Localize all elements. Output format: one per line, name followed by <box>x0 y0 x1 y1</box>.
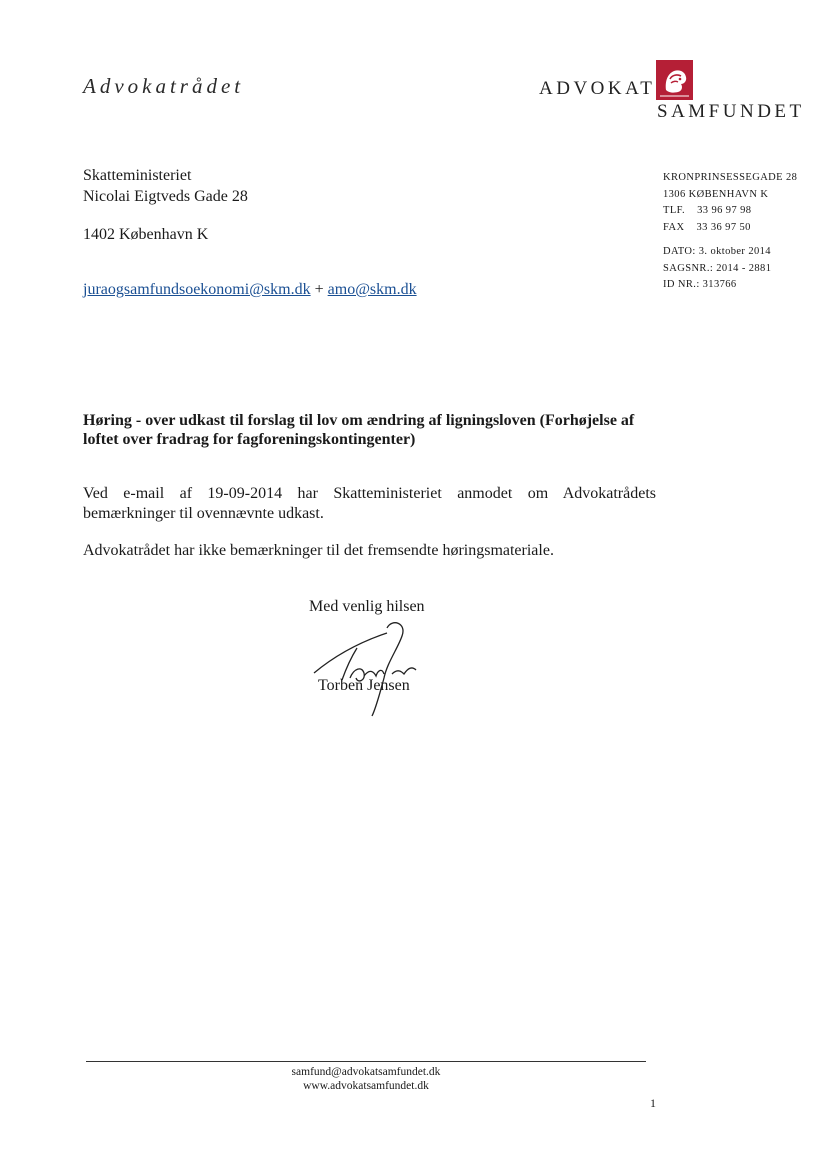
handwritten-signature-icon <box>312 618 432 718</box>
footer <box>86 1065 646 1093</box>
recipient-name: Skatteministeriet <box>83 167 192 184</box>
case-number: SAGSNR.: 2014 - 2881 <box>663 262 772 274</box>
logo-text-bottom: SAMFUNDET <box>657 101 805 122</box>
recipient-emails <box>83 281 417 299</box>
letter-subject: Høring - over udkast til forslag til lov om ændring af ligningsloven (Forhøjelse af loftet over fradrag for fagforeningskontingenter) <box>83 412 635 448</box>
email-link-1[interactable]: juraogsamfundsoekonomi@skm.dk <box>83 281 311 298</box>
body-paragraph-2: Advokatrådet har ikke bemærkninger til det fremsendte høringsmateriale. <box>83 542 554 559</box>
advokatsamfundet-logo-icon <box>656 60 693 100</box>
sender-city: 1306 KØBENHAVN K <box>663 188 769 200</box>
recipient-street: Nicolai Eigtveds Gade 28 <box>83 188 248 205</box>
sender-info <box>663 170 797 294</box>
footer-website[interactable]: www.advokatsamfundet.dk <box>303 1080 429 1092</box>
footer-email[interactable]: samfund@advokatsamfundet.dk <box>291 1066 441 1078</box>
logo-text-top: ADVOKAT <box>539 78 656 99</box>
body-paragraph-1: Ved e-mail af 19-09-2014 har Skatteministeriet anmodet om Advokatrådets bemærkninger til ovennævnte udkast. <box>83 485 656 522</box>
sender-street: KRONPRINSESSEGADE 28 <box>663 172 798 183</box>
signer-name: Torben Jensen <box>318 677 410 694</box>
recipient-address <box>83 165 248 245</box>
footer-divider <box>86 1061 646 1062</box>
page-number: 1 <box>650 1096 656 1110</box>
sender-phone: TLF. 33 96 97 98 <box>663 205 752 216</box>
closing-greeting: Med venlig hilsen <box>309 598 425 615</box>
letter-date: DATO: 3. oktober 2014 <box>663 246 771 257</box>
sender-fax: FAX 33 36 97 50 <box>663 221 751 233</box>
email-separator: + <box>310 281 328 298</box>
email-link-2[interactable]: amo@skm.dk <box>327 281 417 298</box>
recipient-city: 1402 København K <box>83 226 209 243</box>
id-number: ID NR.: 313766 <box>663 279 737 290</box>
council-name: Advokatrådet <box>83 74 245 98</box>
